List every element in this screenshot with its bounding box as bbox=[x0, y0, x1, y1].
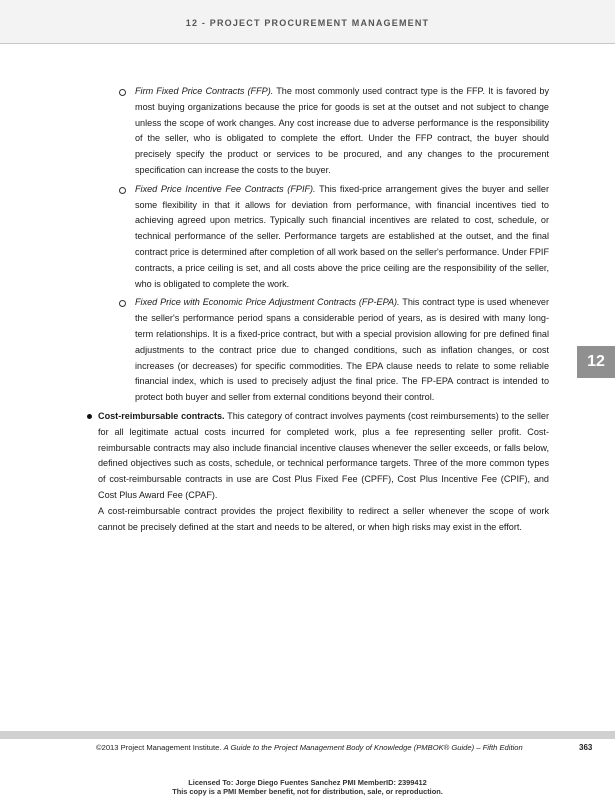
page-body bbox=[84, 84, 549, 535]
footer-copyright bbox=[96, 743, 523, 752]
cost-reimbursable-paragraph bbox=[98, 409, 549, 504]
header-band bbox=[0, 0, 615, 44]
text-cost-reimbursable: This category of contract involves payments (cost reimbursements) to the seller for all legitimate actual costs incurred for completed work, plus a fee representing seller profit. Cost-reimbursable contracts may also include financial incentive clauses whenever the seller exceeds, or falls below, defined objectives such as costs, schedule, or technical performance targets. Three of the more common types of cost-reimbursable contracts in use are Cost Plus Fixed Fee (CPFF), Cost Plus Incentive Fee (CPIF), and Cost Plus Award Fee (CPAF). bbox=[98, 410, 549, 500]
bullet-dot-icon bbox=[87, 414, 92, 419]
guide-title: A Guide to the Project Management Body of Knowledge (PMBOK® Guide) – Fifth Edition bbox=[223, 743, 523, 752]
circle-bullet-icon bbox=[119, 187, 126, 194]
text-fpif: This fixed-price arrangement gives the buyer and seller some flexibility in that it allows for deviation from performance, with financial incentives tied to achieving agreed upon metrics. Typically such financial incentives are related to cost, schedule, or technical performance of the seller. Performance targets are established at the outset, and the final contract price is determined after completion of all work based on the seller's performance. Under FPIF contracts, a price ceiling is set, and all costs above the price ceiling are the responsibility of the seller, who is obligated to complete the work. bbox=[135, 183, 549, 289]
footer-band bbox=[0, 731, 615, 739]
list-item-fp-epa bbox=[135, 295, 549, 406]
license-notice bbox=[0, 779, 615, 796]
list-item-cost-reimbursable bbox=[98, 409, 549, 535]
list-item-fpif bbox=[135, 182, 549, 293]
running-title: 12 - PROJECT PROCUREMENT MANAGEMENT bbox=[185, 18, 430, 28]
term-fp-epa: Fixed Price with Economic Price Adjustment Contracts (FP-EPA). bbox=[135, 297, 400, 308]
cost-reimbursable-followup: A cost-reimbursable contract provides the project flexibility to redirect a seller whenever the scope of work cannot be precisely defined at the start and needs to be altered, or when high risks may exist in the effort. bbox=[98, 505, 549, 532]
circle-bullet-icon bbox=[119, 89, 126, 96]
circle-bullet-icon bbox=[119, 300, 126, 307]
text-ffp: The most commonly used contract type is the FFP. It is favored by most buying organizations because the price for goods is set at the outset and not subject to change unless the scope of work changes. Any cost increase due to adverse performance is the responsibility of the seller, who is obligated to complete the effort. Under the FFP contract, the buyer should precisely specify the product or services to be procured, and any changes to the procurement specification can increase the costs to the buyer. bbox=[135, 86, 549, 175]
page-number: 363 bbox=[579, 743, 593, 752]
fixed-price-contract-list bbox=[84, 84, 549, 406]
license-line-2: This copy is a PMI Member benefit, not for distribution, sale, or reproduction. bbox=[172, 786, 443, 796]
copyright-text: ©2013 Project Management Institute. bbox=[96, 743, 222, 752]
text-fp-epa: This contract type is used whenever the seller's performance period spans a considerable period of years, as is desired with many long-term relationships. It is a fixed-price contract, but with a special provision allowing for pre defined final adjustments to the contract price due to changed conditions, such as inflation changes, or cost increases (or decreases) for specific commodities. The EPA clause needs to relate to some reliable financial index, which is used to precisely adjust the final price. The FP-EPA contract is intended to protect both buyer and seller from external conditions beyond their control. bbox=[135, 297, 549, 403]
term-ffp: Firm Fixed Price Contracts (FFP). bbox=[135, 86, 274, 96]
term-cost-reimbursable: Cost-reimbursable contracts. bbox=[98, 410, 225, 421]
term-fpif: Fixed Price Incentive Fee Contracts (FPIF). bbox=[135, 183, 316, 194]
license-line-1: Licensed To: Jorge Diego Fuentes Sanchez PMI MemberID: 2399412 bbox=[188, 778, 427, 787]
list-item-ffp bbox=[135, 84, 549, 179]
contract-category-list bbox=[84, 409, 549, 535]
chapter-tab: 12 bbox=[577, 346, 615, 378]
